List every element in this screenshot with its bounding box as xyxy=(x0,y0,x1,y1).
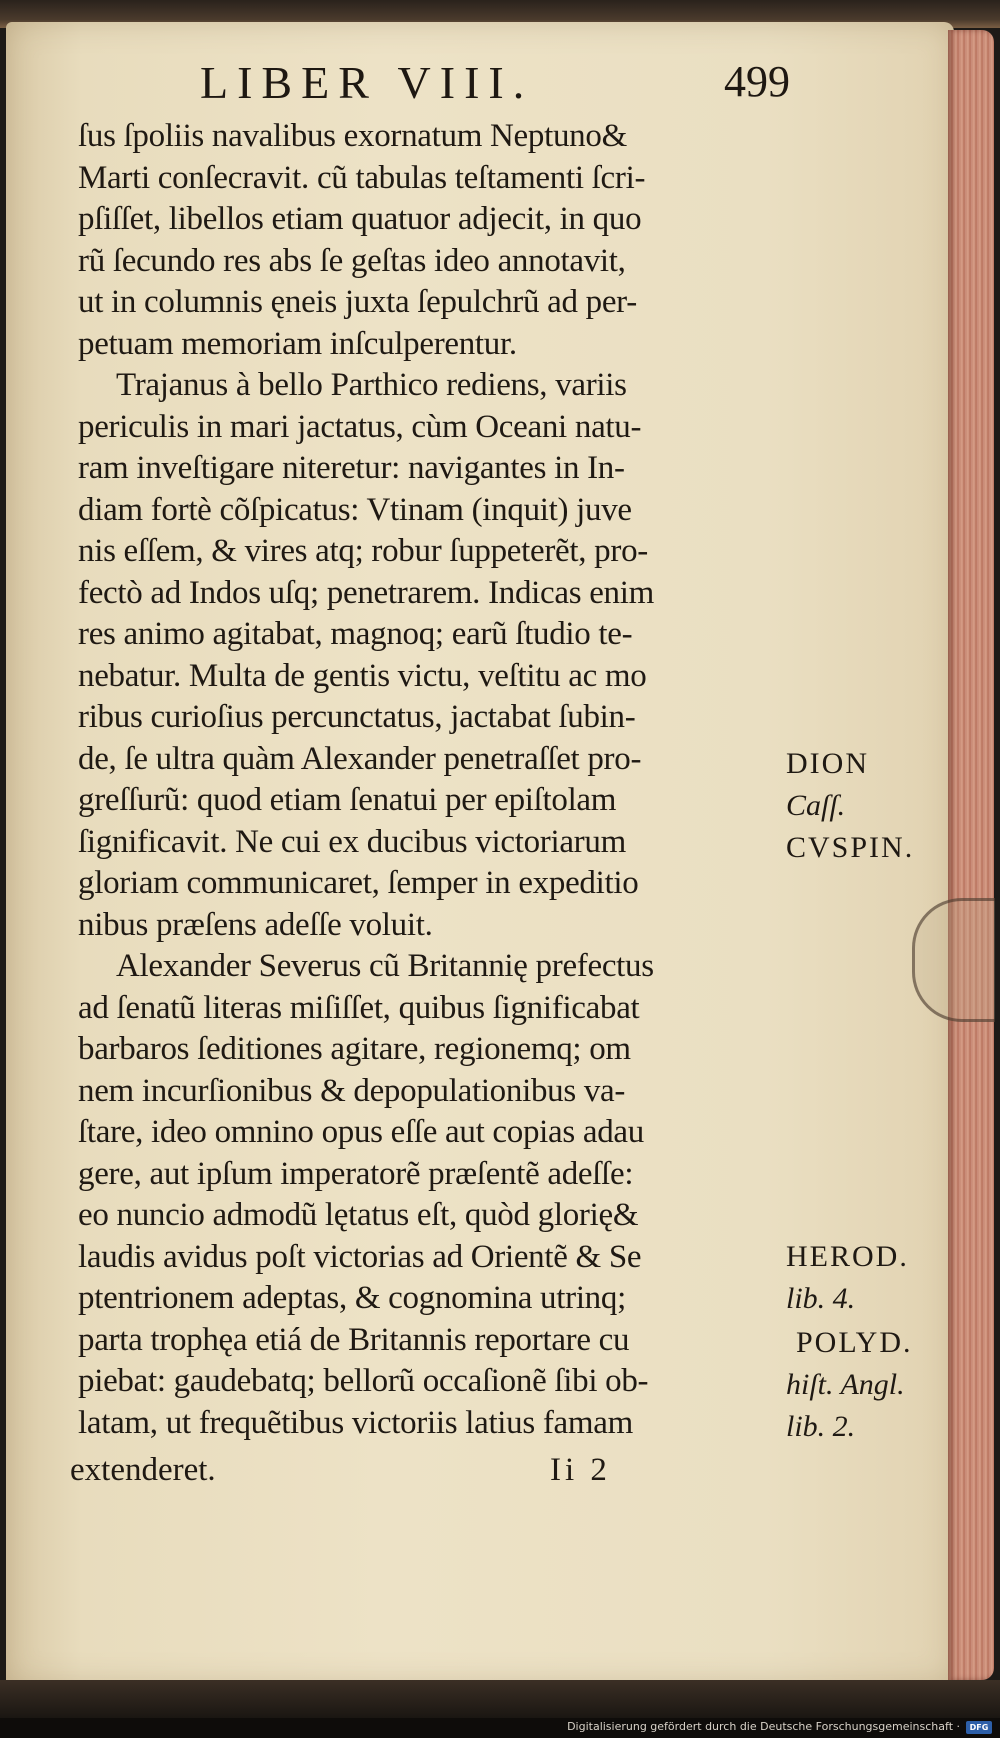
text-line: parta trophęa etiá de Britannis reportare cu xyxy=(78,1321,630,1358)
text-line: petuam memoriam inſculperentur. xyxy=(78,325,517,362)
text-line: fectò ad Indos uſq; penetrarem. Indicas enim xyxy=(78,574,654,611)
text-line: eo nuncio admodũ lętatus eſt, quòd glorię& xyxy=(78,1197,639,1233)
margin-note-herod xyxy=(786,1236,909,1278)
digitization-footer xyxy=(0,1718,1000,1738)
main-text-block xyxy=(78,116,786,1444)
margin-note-herod-text: HEROD. xyxy=(786,1240,909,1273)
text-line: diam fortè cõſpicatus: Vtinam (inquit) juve xyxy=(78,491,632,528)
margin-note-polyd-hist-text: hiſt. Angl. xyxy=(786,1368,905,1401)
margin-note-polyd-lib xyxy=(786,1406,855,1448)
text-line: res animo agitabat, magnoq; earũ ſtudio te- xyxy=(78,616,633,652)
text-line: ut in columnis ęneis juxta ſepulchrũ ad per- xyxy=(78,284,637,320)
margin-note-polyd xyxy=(796,1322,913,1364)
text-line: Trajanus à bello Parthico rediens, variis xyxy=(116,367,627,403)
running-title: LIBER VIII. xyxy=(200,57,534,108)
catchword-row xyxy=(70,1452,790,1496)
text-line: ſus ſpoliis navalibus exornatum Neptuno& xyxy=(78,118,627,154)
margin-note-polyd-hist xyxy=(786,1364,905,1406)
margin-note-dion-text: DION xyxy=(786,747,869,780)
text-line: ram inveſtigare niteretur: navigantes in In- xyxy=(78,450,625,486)
text-line: nis eſſem, & vires atq; robur ſuppeterẽt, pro- xyxy=(78,533,648,569)
page-fore-edge xyxy=(948,30,994,1680)
margin-note-cuspin xyxy=(786,827,914,869)
catchword: extenderet. xyxy=(70,1452,216,1488)
margin-note-herod-lib xyxy=(786,1278,855,1320)
margin-note-cass-text: Caſſ. xyxy=(786,789,846,822)
page-clip-shadow xyxy=(912,898,995,1022)
running-head xyxy=(200,56,790,110)
margin-note-dion xyxy=(786,743,869,785)
text-line: rũ ſecundo res abs ſe geſtas ideo annotavit, xyxy=(78,242,626,279)
text-line: barbaros ſeditiones agitare, regionemq; om xyxy=(78,1031,631,1067)
text-line: Alexander Severus cũ Britannię prefectus xyxy=(116,948,654,984)
margin-note-cuspin-text: CVSPIN. xyxy=(786,831,915,864)
text-line: gere, aut ipſum imperatorẽ præſentẽ adeſſe: xyxy=(78,1155,634,1192)
text-line: nebatur. Multa de gentis victu, veſtitu ac mo xyxy=(78,657,647,694)
text-line: ſtare, ideo omnino opus eſſe aut copias adau xyxy=(78,1114,644,1150)
text-line: nibus præſens adeſſe voluit. xyxy=(78,906,433,943)
text-line: ad ſenatũ literas miſiſſet, quibus ſignificabat xyxy=(78,989,640,1026)
dfg-logo: DFG xyxy=(966,1721,992,1734)
text-line: nem incurſionibus & depopulationibus va- xyxy=(78,1072,626,1109)
margin-note-polyd-text: POLYD. xyxy=(796,1326,913,1359)
text-line: de, ſe ultra quàm Alexander penetraſſet pro- xyxy=(78,740,642,777)
text-line: ſignificavit. Ne cui ex ducibus victoriarum xyxy=(78,823,626,860)
text-line: latam, ut frequẽtibus victoriis latius famam xyxy=(78,1404,633,1441)
text-line: pſiſſet, libellos etiam quatuor adjecit, in quo xyxy=(78,201,642,237)
margin-note-polyd-lib-text: lib. 2. xyxy=(786,1410,856,1443)
page-number: 499 xyxy=(724,57,790,106)
text-line: periculis in mari jactatus, cùm Oceani natu- xyxy=(78,408,642,445)
text-line: ptentrionem adeptas, & cognomina utrinq; xyxy=(78,1280,626,1316)
text-line: Marti conſecravit. cũ tabulas teſtamenti ſcri- xyxy=(78,159,646,196)
book-bottom-edge xyxy=(0,1680,1000,1718)
digitization-credit: Digitalisierung gefördert durch die Deutsche Forschungsgemeinschaft · xyxy=(567,1720,960,1733)
text-line: laudis avidus poſt victorias ad Orientẽ & Se xyxy=(78,1238,642,1275)
text-line: gloriam communicaret, ſemper in expeditio xyxy=(78,865,639,901)
signature-mark: Ii 2 xyxy=(550,1452,611,1488)
margin-note-herod-lib-text: lib. 4. xyxy=(786,1282,856,1315)
margin-note-cass xyxy=(786,785,845,827)
text-line: piebat: gaudebatq; bellorũ occaſionẽ ſibi ob- xyxy=(78,1363,649,1399)
text-line: greſſurũ: quod etiam ſenatui per epiſtolam xyxy=(78,782,617,818)
text-line: ribus curioſius percunctatus, jactabat ſubin- xyxy=(78,699,636,735)
